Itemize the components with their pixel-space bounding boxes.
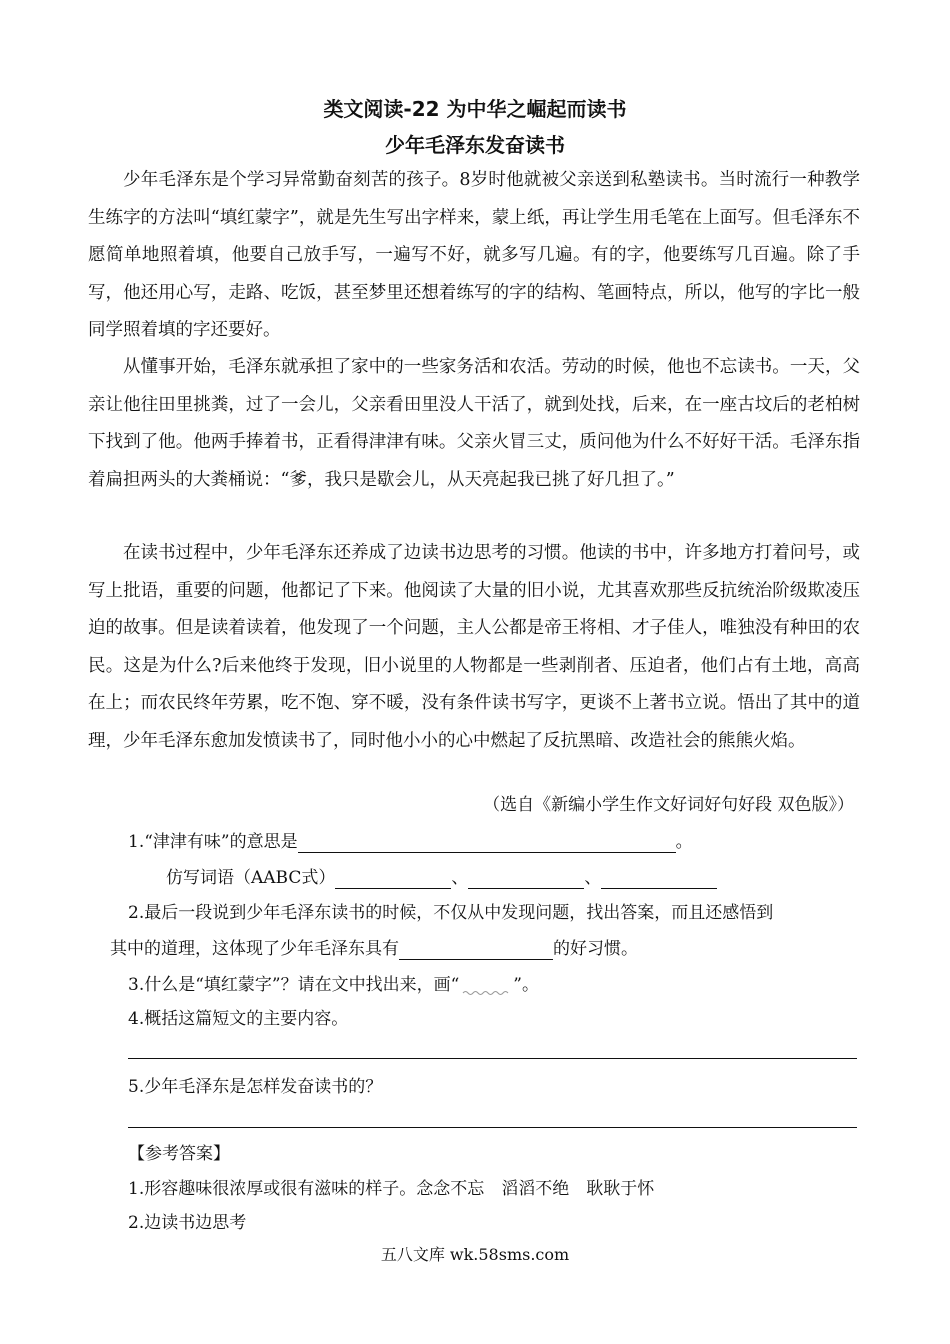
question-1-imitation: 仿写词语（AABC式） 、 、: [166, 863, 717, 893]
question-2-line-1: 2.最后一段说到少年毛泽东读书的时候，不仅从中发现问题，找出答案，而且还感悟到: [128, 903, 774, 923]
answer-key-header: 【参考答案】: [128, 1144, 230, 1164]
answer-line-4[interactable]: [128, 1058, 857, 1059]
paragraph-1: 少年毛泽东是个学习异常勤奋刻苦的孩子。8岁时他就被父亲送到私塾读书。当时流行一种教学生练字的方法叫“填红蒙字”，就是先生写出字样来，蒙上纸，再让学生用毛笔在上面写。但毛泽东不愿简单地照着填，他要自己放手写，一遍写不好，就多写几遍。有的字，他要练写几百遍。除了手写，他还用心写，走路、吃饭，甚至梦里还想着练写的字的结构、笔画特点，所以，他写的字比一般同学照着填的字还要好。: [88, 170, 860, 340]
paragraph-3: 在读书过程中，少年毛泽东还养成了边读书边思考的习惯。他读的书中，许多地方打着问号，或写上批语，重要的问题，他都记了下来。他阅读了大量的旧小说，尤其喜欢那些反抗统治阶级欺凌压迫的故事。但是读着读着，他发现了一个问题，主人公都是帝王将相、才子佳人，唯独没有种田的农民。这是为什么?后来他终于发现，旧小说里的人物都是一些剥削者、压迫者，他们占有土地，高高在上；而农民终年劳累，吃不饱、穿不暖，没有条件读书写字，更谈不上著书立说。悟出了其中的道理，少年毛泽东愈加发愤读书了，同时他小小的心中燃起了反抗黑暗、改造社会的熊熊火焰。: [88, 543, 860, 751]
document-title: 类文阅读-22 为中华之崛起而读书: [323, 97, 627, 121]
question-4: 4.概括这篇短文的主要内容。: [128, 1009, 349, 1029]
answer-blank[interactable]: [468, 868, 584, 889]
answer-blank[interactable]: [298, 832, 676, 853]
answer-blank[interactable]: [335, 868, 451, 889]
question-3: 3.什么是“填红蒙字”？请在文中找出来，画“ ”。: [128, 970, 539, 1000]
question-1: 1.“津津有味”的意思是 。: [128, 832, 693, 852]
answer-2: 2.边读书边思考: [128, 1213, 247, 1233]
paragraph-2: 从懂事开始，毛泽东就承担了家中的一些家务活和农活。劳动的时候，他也不忘读书。一天，父亲让他往田里挑粪，过了一会儿，父亲看田里没人干活了，就到处找，后来，在一座古坟后的老柏树下找到了他。他两手捧着书，正看得津津有味。父亲火冒三丈，质问他为什么不好好干活。毛泽东指着扁担两头的大粪桶说：“爹，我只是歇会儿，从天亮起我已挑了好几担了。”: [88, 357, 860, 490]
question-5: 5.少年毛泽东是怎样发奋读书的？: [128, 1077, 383, 1097]
answer-blank[interactable]: [601, 868, 717, 889]
question-1-text: 1.“津津有味”的意思是: [128, 832, 298, 852]
wavy-underline-mark: [459, 978, 513, 998]
answer-line-5[interactable]: [128, 1127, 857, 1128]
article-title: 少年毛泽东发奋读书: [385, 133, 565, 157]
answer-blank[interactable]: [399, 939, 553, 960]
answer-1: 1.形容趣味很浓厚或很有滋味的样子。念念不忘 滔滔不绝 耿耿于怀: [128, 1179, 655, 1199]
question-2-line-2: 其中的道理，这体现了少年毛泽东具有 的好习惯。: [110, 939, 638, 959]
footer-watermark: 五八文库 wk.58sms.com: [380, 1245, 570, 1264]
source-citation: （选自《新编小学生作文好词好句好段 双色版》）: [483, 795, 854, 815]
